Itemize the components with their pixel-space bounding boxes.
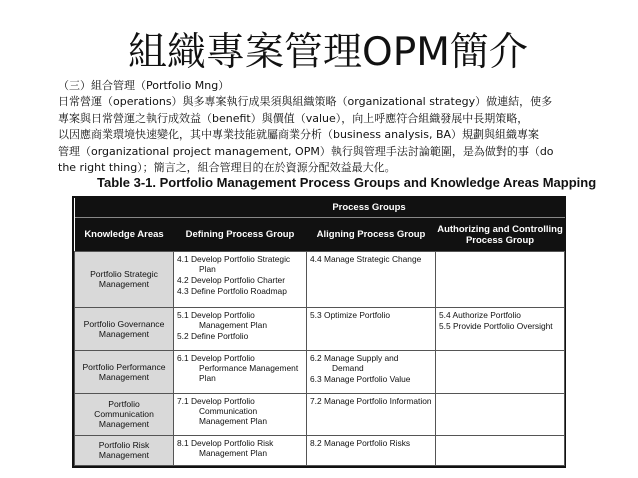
paragraph-line: 專案與日常營運之執行成效益（benefit）與價值（value），向上呼應符合組織發展中長期策略， <box>58 111 529 125</box>
table-body <box>75 252 565 466</box>
authorizing-process-cell <box>436 252 565 308</box>
process-item: 5.3 Optimize Portfolio <box>310 309 391 320</box>
process-item: 6.1 Develop Portfolio Performance Management Plan <box>177 352 299 383</box>
aligning-process-cell <box>307 307 436 350</box>
paragraph-line: 以因應商業環境快速變化，其中專業技能就屬商業分析（business analysis, BA）規劃與組織專案 <box>58 128 540 142</box>
defining-process-cell <box>174 252 307 308</box>
process-item: 4.1 Develop Portfolio Strategic Plan <box>177 254 291 274</box>
column-header-authorizing: Authorizing and Controlling Process Group <box>436 218 565 252</box>
section-subtitle: （三）組合管理（Portfolio Mng） <box>58 79 230 92</box>
column-header-aligning: Aligning Process Group <box>307 218 436 252</box>
process-item: 5.2 Define Portfolio <box>177 330 249 341</box>
column-header-knowledge-areas: Knowledge Areas <box>75 218 174 252</box>
knowledge-area-cell: Portfolio Communication Management <box>75 393 174 435</box>
knowledge-area-cell: Portfolio Governance Management <box>75 307 174 350</box>
aligning-process-cell <box>307 252 436 308</box>
authorizing-process-cell <box>436 350 565 393</box>
process-item: 5.5 Provide Portfolio Oversight <box>439 320 553 331</box>
process-item: 6.3 Manage Portfolio Value <box>310 373 411 384</box>
slide-title: 組織專案管理OPM簡介 <box>128 30 528 75</box>
authorizing-process-cell <box>436 435 565 465</box>
knowledge-area-cell: Portfolio Performance Management <box>75 350 174 393</box>
aligning-process-cell <box>307 435 436 465</box>
aligning-process-cell <box>307 350 436 393</box>
process-item: 4.3 Define Portfolio Roadmap <box>177 286 287 296</box>
paragraph-line: 管理（organizational project management, OPM）執行與管理手法討論範圍，是為做對的事（do <box>58 144 554 158</box>
mapping-table <box>72 196 566 468</box>
process-item: 4.2 Develop Portfolio Charter <box>177 275 285 285</box>
process-item: 6.2 Manage Supply and Demand <box>310 352 399 373</box>
paragraph-line: the right thing）；簡言之，組合管理目的在於資源分配效益最大化。 <box>58 161 396 175</box>
aligning-process-cell <box>307 393 436 435</box>
table-row <box>75 435 565 465</box>
process-item: 4.4 Manage Strategic Change <box>310 254 422 264</box>
body-paragraph <box>58 94 624 177</box>
table-row <box>75 307 565 350</box>
table-corner <box>75 198 174 218</box>
table-row <box>75 252 565 308</box>
authorizing-process-cell <box>436 393 565 435</box>
defining-process-cell <box>174 350 307 393</box>
column-header-defining: Defining Process Group <box>174 218 307 252</box>
process-groups-header: Process Groups <box>174 198 565 218</box>
table-caption: Table 3-1. Portfolio Management Process Groups and Knowledge Areas Mapping <box>97 175 597 190</box>
knowledge-area-cell: Portfolio Strategic Management <box>75 252 174 308</box>
paragraph-line: 日常營運（operations）與多專案執行成果須與組織策略（organizational strategy）做連結，使多 <box>58 95 553 108</box>
process-item: 8.1 Develop Portfolio Risk Management Plan <box>177 437 274 458</box>
knowledge-area-cell: Portfolio Risk Management <box>75 435 174 465</box>
defining-process-cell <box>174 393 307 435</box>
defining-process-cell <box>174 307 307 350</box>
mapping-table-grid <box>74 198 565 466</box>
process-item: 7.2 Manage Portfolio Information <box>310 395 432 406</box>
process-item: 7.1 Develop Portfolio Communication Management Plan <box>177 395 267 426</box>
process-item: 5.1 Develop Portfolio Management Plan <box>177 309 267 330</box>
table-row <box>75 393 565 435</box>
defining-process-cell <box>174 435 307 465</box>
process-item: 5.4 Authorize Portfolio <box>439 309 521 320</box>
authorizing-process-cell <box>436 307 565 350</box>
table-row <box>75 350 565 393</box>
process-item: 8.2 Manage Portfolio Risks <box>310 437 411 448</box>
